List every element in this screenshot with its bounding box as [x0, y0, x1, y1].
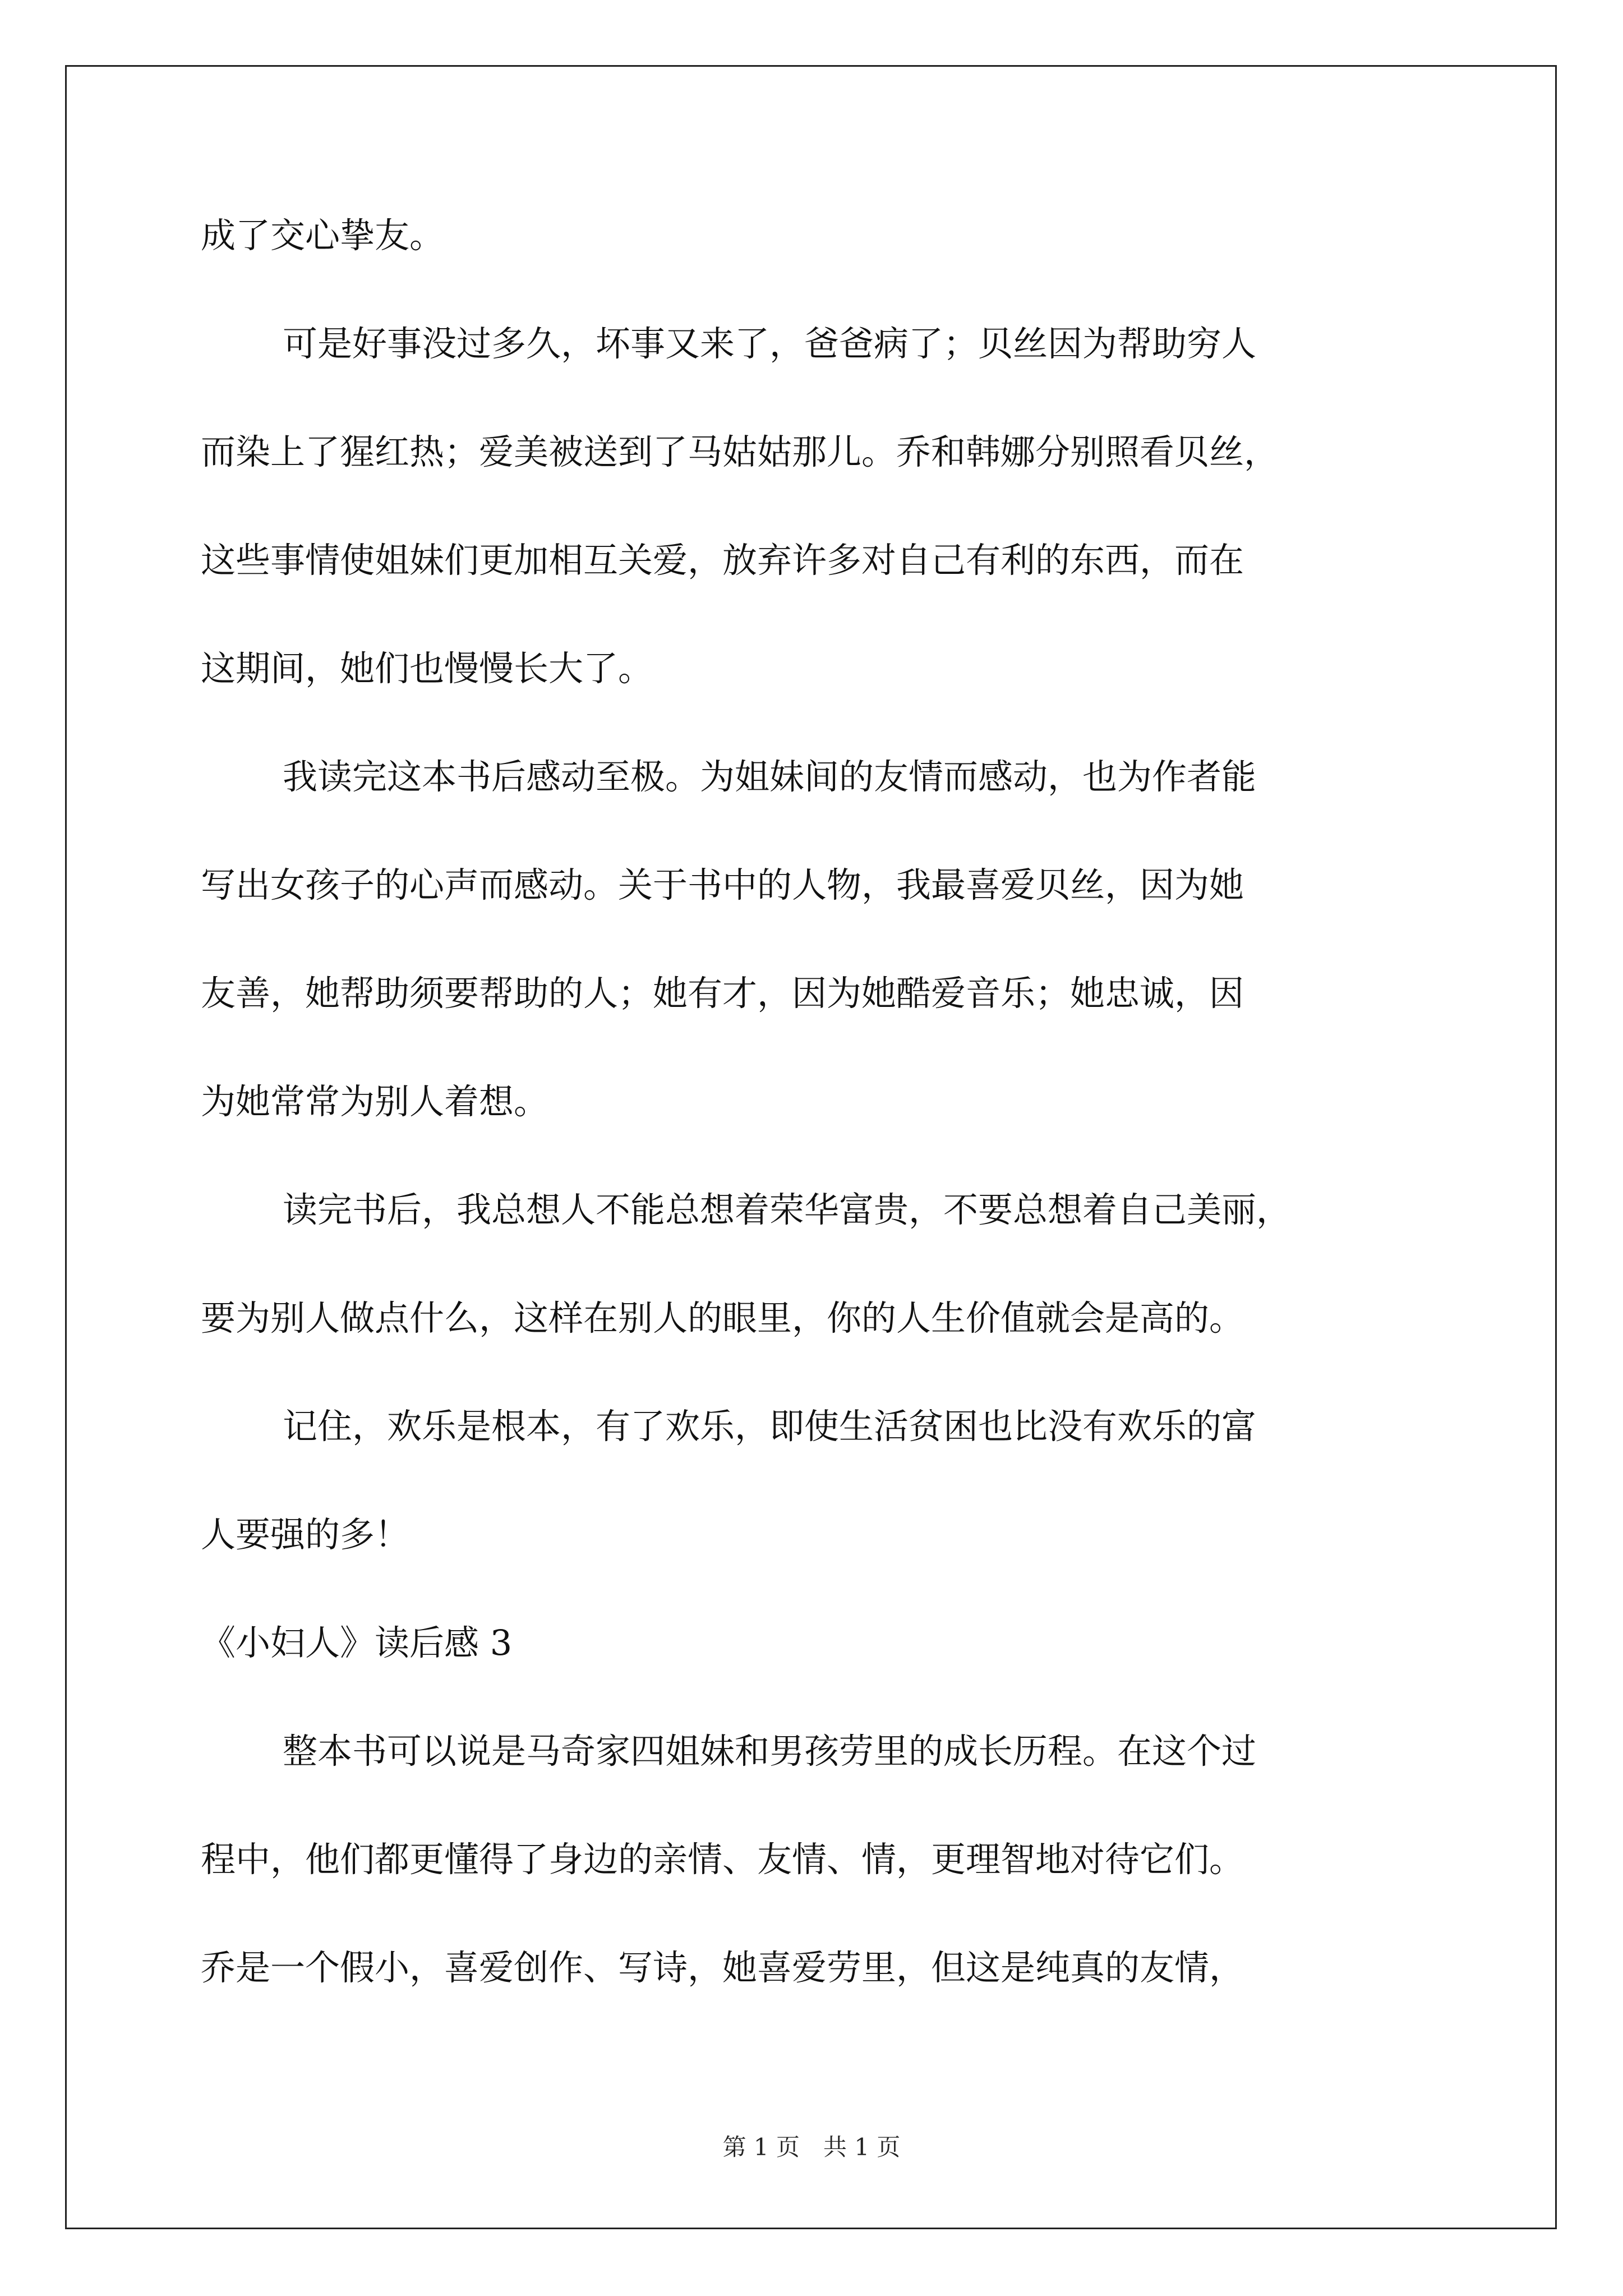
paragraph-line: 友善，她帮助须要帮助的人；她有才，因为她酷爱音乐；她忠诚，因 — [201, 973, 1244, 1014]
paragraph-line: 乔是一个假小，喜爱创作、写诗，她喜爱劳里，但这是纯真的友情， — [201, 1947, 1244, 1988]
paragraph-line: 人要强的多！ — [201, 1514, 410, 1555]
section-heading: 《小妇人》读后感 3 — [201, 1622, 513, 1663]
paragraph-line: 程中，他们都更懂得了身边的亲情、友情、情，更理智地对待它们。 — [201, 1839, 1244, 1880]
paragraph-line: 为她常常为别人着想。 — [201, 1081, 549, 1122]
paragraph-line: 而染上了猩红热；爱美被送到了马姑姑那儿。乔和韩娜分别照看贝丝， — [201, 431, 1279, 472]
paragraph-line: 这期间，她们也慢慢长大了。 — [201, 648, 653, 689]
paragraph-line: 我读完这本书后感动至极。为姐妹间的友情而感动，也为作者能 — [283, 756, 1257, 797]
paragraph-line: 记住，欢乐是根本，有了欢乐，即使生活贫困也比没有欢乐的富 — [283, 1406, 1257, 1447]
page-frame — [65, 65, 1557, 2229]
paragraph-line: 写出女孩子的心声而感动。关于书中的人物，我最喜爱贝丝，因为她 — [201, 864, 1244, 905]
paragraph-line: 整本书可以说是马奇家四姐妹和男孩劳里的成长历程。在这个过 — [283, 1731, 1257, 1772]
paragraph-line: 这些事情使姐妹们更加相互关爱，放弃许多对自己有利的东西，而在 — [201, 540, 1244, 581]
page-footer: 第 1 页 共 1 页 — [722, 2133, 901, 2161]
paragraph-line: 可是好事没过多久，坏事又来了，爸爸病了；贝丝因为帮助穷人 — [283, 323, 1257, 364]
paragraph-line: 要为别人做点什么，这样在别人的眼里，你的人生价值就会是高的。 — [201, 1297, 1244, 1338]
paragraph-line: 成了交心挚友。 — [201, 215, 445, 256]
paragraph-line: 读完书后，我总想人不能总想着荣华富贵，不要总想着自己美丽， — [283, 1189, 1292, 1230]
